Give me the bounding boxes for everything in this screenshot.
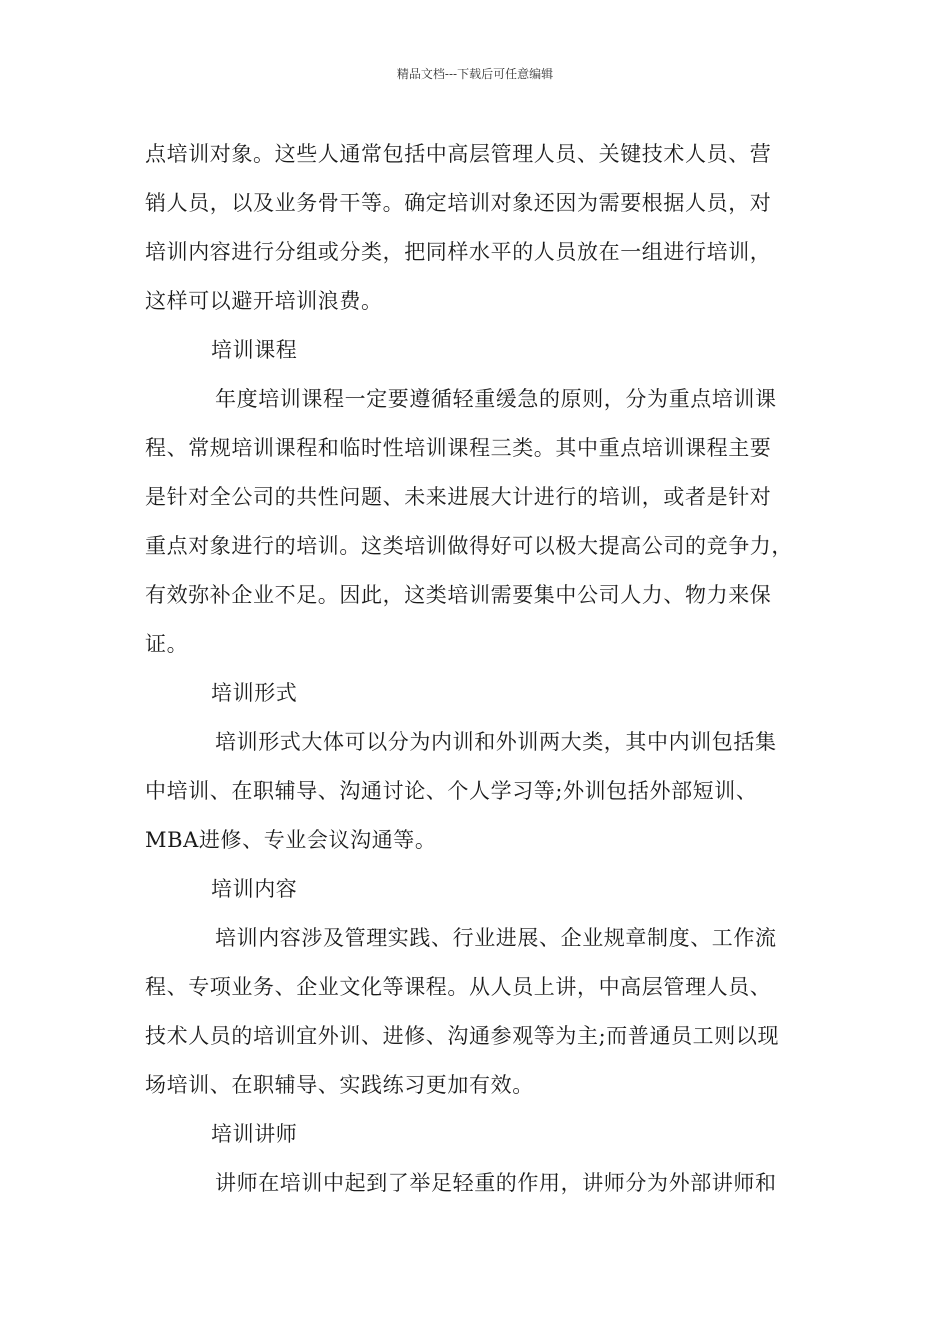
text-line: 讲师在培训中起到了举足轻重的作用，讲师分为外部讲师和 [215, 1171, 777, 1195]
document-body [145, 130, 825, 1208]
text-line: 培训内容进行分组或分类，把同样水平的人员放在一组进行培训， [145, 240, 772, 264]
section-heading-format: 培训形式 [211, 681, 298, 705]
text-line: 证。 [145, 632, 189, 656]
text-line: 中培训、在职辅导、沟通讨论、个人学习等;外训包括外部短训、 [145, 779, 758, 803]
page-header: 精品文档---下载后可任意编辑 [396, 67, 554, 81]
text-line: 重点对象进行的培训。这类培训做得好可以极大提高公司的竞争力， [145, 534, 793, 558]
text-line: 程、常规培训课程和临时性培训课程三类。其中重点培训课程主要 [145, 436, 772, 460]
text-line: 技术人员的培训宜外训、进修、沟通参观等为主;而普通员工则以现 [145, 1024, 780, 1048]
text-line: 程、专项业务、企业文化等课程。从人员上讲，中高层管理人员、 [145, 975, 772, 999]
section-heading-course: 培训课程 [211, 338, 298, 362]
text-line: 年度培训课程一定要遵循轻重缓急的原则，分为重点培训课 [215, 387, 777, 411]
text-line: 这样可以避开培训浪费。 [145, 289, 383, 313]
section-heading-lecturer: 培训讲师 [211, 1122, 298, 1146]
text-line: 场培训、在职辅导、实践练习更加有效。 [145, 1073, 534, 1097]
section-heading-content: 培训内容 [211, 877, 298, 901]
text-line: 点培训对象。这些人通常包括中高层管理人员、关键技术人员、营 [145, 142, 772, 166]
text-line: 是针对全公司的共性问题、未来进展大计进行的培训，或者是针对 [145, 485, 772, 509]
text-line: 有效弥补企业不足。因此，这类培训需要集中公司人力、物力来保 [145, 583, 772, 607]
text-line: MBA进修、专业会议沟通等。 [145, 828, 437, 852]
text-line: 销人员，以及业务骨干等。确定培训对象还因为需要根据人员，对 [145, 191, 772, 215]
text-line: 培训形式大体可以分为内训和外训两大类，其中内训包括集 [215, 730, 777, 754]
text-line: 培训内容涉及管理实践、行业进展、企业规章制度、工作流 [215, 926, 777, 950]
